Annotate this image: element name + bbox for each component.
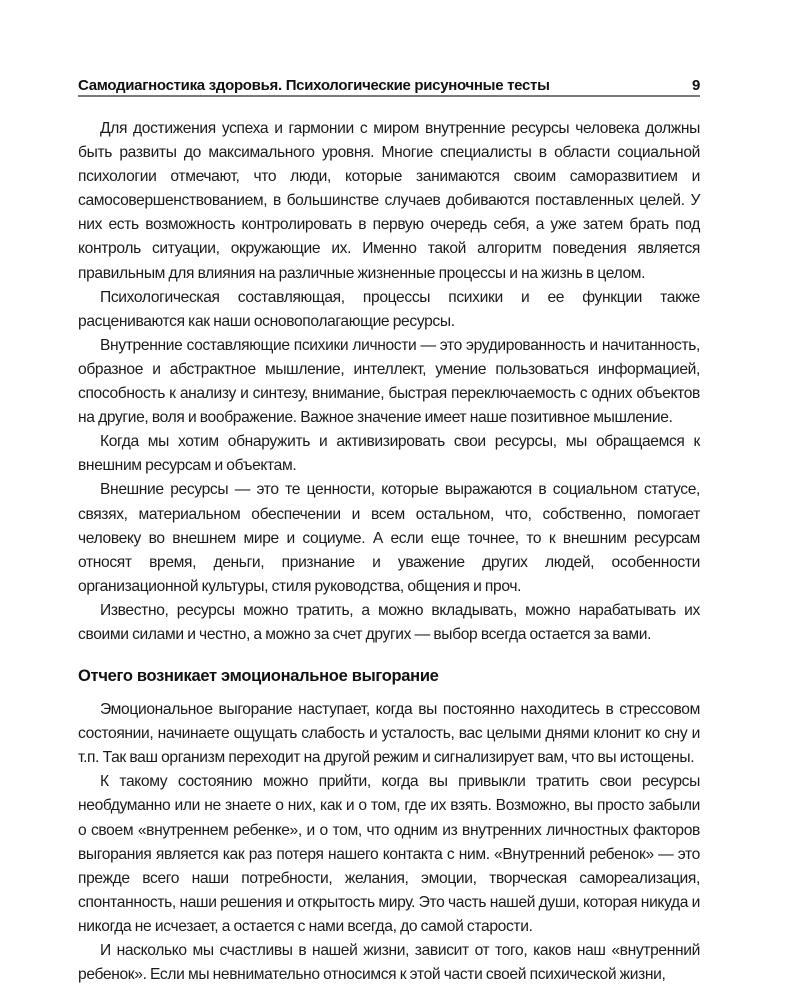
paragraph: Внутренние составляющие психики личности — это эрудированность и начитанность, образное и абстрактное мышление, интеллект, умение пользоваться информацией, способность к анализу и синтезу, внимание, быстрая переключаемость с одних объектов на другие, воля и воображение. Важное значение имеет наше позитивное мышление. (78, 336, 700, 427)
paragraph: Эмоциональное выгорание наступает, когда вы постоянно находитесь в стрессовом состоянии, начинаете ощущать слабость и усталость, вас целыми днями клонит ко сну и т.п. Так ваш организм переходит на другой режим и сигнализирует вам, что вы истощены. (78, 701, 700, 767)
paragraph: Для достижения успеха и гармонии с миром внутренние ресурсы человека должны быть развиты до максимального уровня. Многие специалисты в области социальной психологии отмечают, что люди, которые занимаются своим саморазвитием и самосовершенствованием, в большинстве случаев добиваются поставленных целей. У них есть возможность контролировать в первую очередь себя, а уже затем брать под контроль ситуации, окружающие их. Именно такой алгоритм поведения является правильным для влияния на различные жизненные процессы и на жизнь в целом. (78, 120, 700, 282)
paragraph: Известно, ресурсы можно тратить, а можно вкладывать, можно нарабатывать их своими силами и честно, а можно за счет других — выбор всегда остается за вами. (78, 601, 700, 643)
section-heading: Отчего возникает эмоциональное выгорание (78, 667, 439, 686)
paragraph: И насколько мы счастливы в нашей жизни, зависит от того, каков наш «внутренний ребенок». Если мы невнимательно относимся к этой части своей психической жизни, (78, 942, 700, 984)
page-body (78, 117, 700, 987)
running-header (78, 72, 700, 94)
running-title: Самодиагностика здоровья. Психологические рисуночные тесты (78, 77, 550, 94)
page-number: 9 (691, 77, 700, 94)
paragraph: Когда мы хотим обнаружить и активизировать свои ресурсы, мы обращаемся к внешним ресурсам и объектам. (78, 433, 700, 475)
paragraph: Внешние ресурсы — это те ценности, которые выражаются в социальном статусе, связях, материальном обеспечении и всем остальном, что, собственно, помогает человеку во внешнем мире и социуме. А если еще точнее, то к внешним ресурсам относят время, деньги, признание и уважение других людей, особенности организационной культуры, стиля руководства, общения и проч. (78, 481, 700, 595)
header-divider (78, 95, 700, 97)
paragraph: Психологическая составляющая, процессы психики и ее функции также расцениваются как наши основополагающие ресурсы. (78, 288, 700, 330)
paragraph: К такому состоянию можно прийти, когда вы привыкли тратить свои ресурсы необдуманно или не знаете о них, как и о том, где их взять. Возможно, вы просто забыли о своем «внутреннем ребенке», и о том, что одним из внутренних личностных факторов выгорания является как раз потеря нашего контакта с ним. «Внутренний ребенок» — это прежде всего наши потребности, желания, эмоции, творческая самореализация, спонтанность, наши решения и открытость миру. Это часть нашей души, которая никуда и никогда не исчезает, а остается с нами всегда, до самой старости. (78, 773, 700, 935)
